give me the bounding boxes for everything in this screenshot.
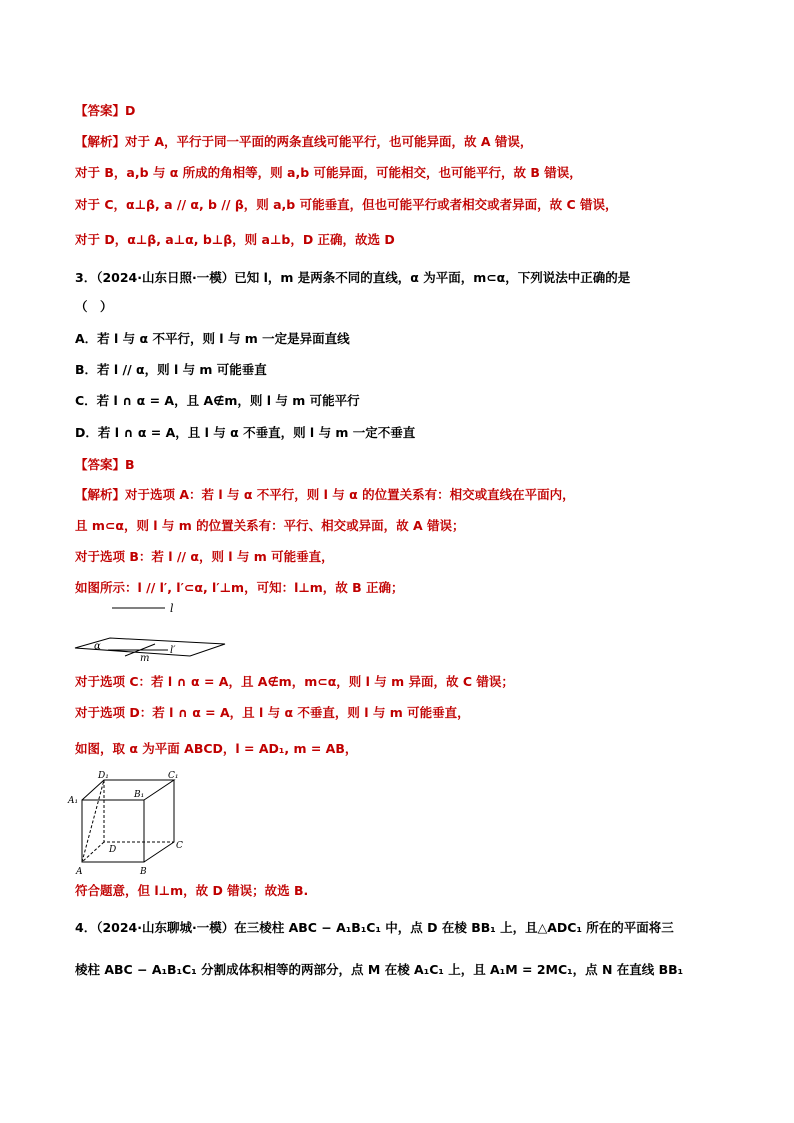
vertex-b1: B₁ [134, 790, 145, 800]
segment-ad1 [82, 780, 104, 862]
vertex-b: B [140, 867, 147, 877]
analysis-q3-a2: 且 m⊂α，则 l 与 m 的位置关系有：平行、相交或异面，故 A 错误； [75, 518, 465, 533]
analysis-q3-b2: 如图所示：l // l′, l′⊂α, l′⊥m，可知：l⊥m，故 B 正确； [75, 580, 404, 595]
cube-figure [66, 770, 196, 878]
label-alpha: α [94, 641, 101, 652]
vertex-a1: A₁ [68, 796, 79, 806]
cube-top-face [82, 780, 174, 800]
cube-right-face [144, 780, 174, 862]
analysis-q2-d: 对于 D，α⊥β, a⊥α, b⊥β，则 a⊥b，D 正确，故选 D [75, 232, 395, 247]
label-l-prime: l′ [170, 645, 176, 656]
label-m: m [140, 653, 150, 664]
analysis-q3-d2: 如图，取 α 为平面 ABCD，l = AD₁, m = AB， [75, 741, 358, 756]
option-b: B．若 l // α，则 l 与 m 可能垂直 [75, 362, 267, 377]
question-4-line2: 棱柱 ABC − A₁B₁C₁ 分割成体积相等的两部分，点 M 在棱 A₁C₁ 上，且 A₁M = 2MC₁，点 N 在直线 BB₁ [75, 962, 684, 977]
analysis-q3-a1: 【解析】对于选项 A：若 l 与 α 不平行，则 l 与 α 的位置关系有：相交或直线在平面内， [75, 487, 575, 502]
plane-lines-figure [70, 598, 240, 668]
option-d: D．若 l ∩ α = A，且 l 与 α 不垂直，则 l 与 m 一定不垂直 [75, 425, 416, 440]
vertex-c: C [176, 841, 183, 851]
vertex-d1: D₁ [98, 771, 109, 781]
answer-q3: 【答案】B [75, 457, 135, 472]
option-c: C．若 l ∩ α = A，且 A∉m，则 l 与 m 可能平行 [75, 393, 360, 408]
analysis-q2-c: 对于 C，α⊥β, a // α, b // β，则 a,b 可能垂直，但也可能平行或者相交或者异面，故 C 错误， [75, 197, 618, 212]
question-4-line1: 4．（2024·山东聊城·一模）在三棱柱 ABC − A₁B₁C₁ 中，点 D 在棱 BB₁ 上，且△ADC₁ 所在的平面将三 [75, 920, 674, 935]
cube-hidden-edge-ad [82, 842, 104, 862]
vertex-d: D [109, 845, 117, 855]
label-l: l [170, 602, 174, 615]
analysis-q3-b1: 对于选项 B：若 l // α，则 l 与 m 可能垂直， [75, 549, 334, 564]
analysis-q3-d1: 对于选项 D：若 l ∩ α = A，且 l 与 α 不垂直，则 l 与 m 可能垂直， [75, 705, 470, 720]
analysis-q3-conclusion: 符合题意，但 l⊥m，故 D 错误；故选 B. [75, 883, 309, 898]
option-a: A．若 l 与 α 不平行，则 l 与 m 一定是异面直线 [75, 331, 350, 346]
analysis-q2-a: 【解析】对于 A，平行于同一平面的两条直线可能平行，也可能异面，故 A 错误， [75, 134, 533, 149]
analysis-q3-c: 对于选项 C：若 l ∩ α = A，且 A∉m，m⊂α，则 l 与 m 异面，故 C 错误； [75, 674, 514, 689]
answer-q2: 【答案】D [75, 103, 136, 118]
question-3-stem: 3．（2024·山东日照·一模）已知 l，m 是两条不同的直线，α 为平面，m⊂α，下列说法中正确的是 [75, 270, 631, 285]
question-3-blank: （ ） [75, 299, 113, 314]
analysis-q2-b: 对于 B，a,b 与 α 所成的角相等，则 a,b 可能异面，可能相交，也可能平行，故 B 错误， [75, 165, 582, 180]
vertex-c1: C₁ [168, 771, 179, 781]
vertex-a: A [76, 867, 83, 877]
